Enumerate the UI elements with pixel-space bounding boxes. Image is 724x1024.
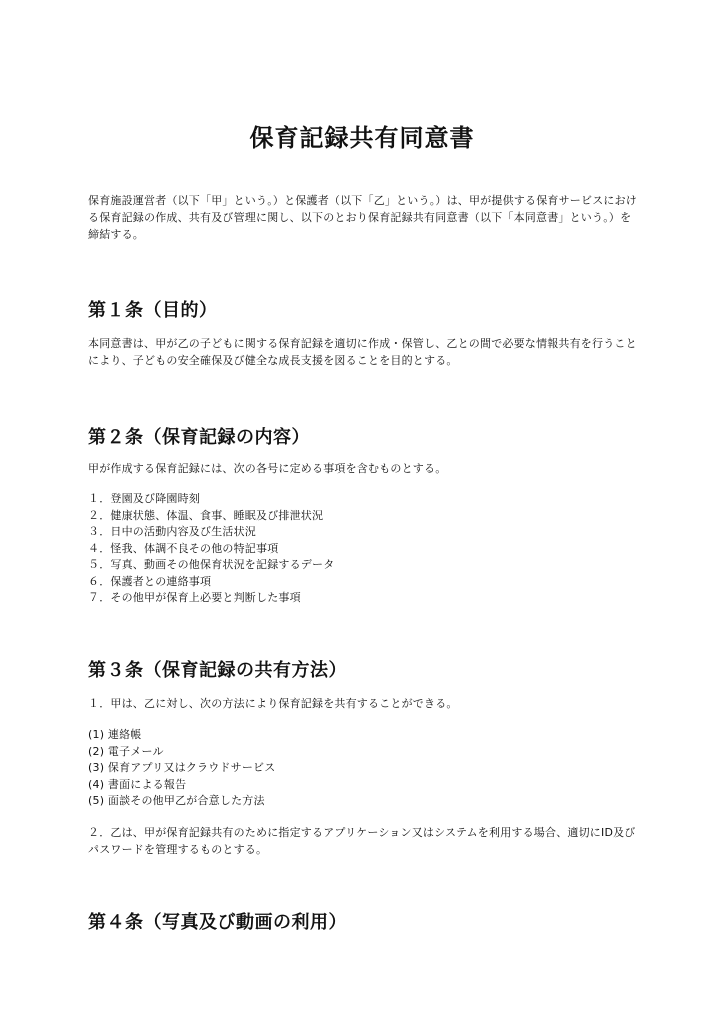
- list-item: ２．健康状態、体温、食事、睡眠及び排泄状況: [88, 508, 324, 522]
- article-3-method-list: [88, 727, 640, 810]
- article-2-item-list: [88, 491, 640, 607]
- list-item: ６．保護者との連絡事項: [88, 574, 212, 588]
- article-2-intro: 甲が作成する保育記録には、次の各号に定める事項を含むものとする。: [88, 462, 447, 475]
- list-item: (3) 保育アプリ又はクラウドサービス: [88, 761, 276, 774]
- list-item: (1) 連絡帳: [88, 728, 142, 741]
- list-item: (5) 面談その他甲乙が合意した方法: [88, 794, 265, 807]
- article-3-clause-1: １．甲は、乙に対し、次の方法により保育記録を共有することができる。: [88, 697, 458, 710]
- list-item: ５．写真、動画その他保育状況を記録するデータ: [88, 558, 335, 571]
- list-item: ７．その他甲が保育上必要と判断した事項: [88, 591, 301, 604]
- list-item: ３．日中の活動内容及び生活状況: [88, 525, 256, 538]
- article-1-heading: 第１条（目的）: [88, 300, 218, 321]
- list-item: １．登園及び降園時刻: [88, 492, 200, 505]
- article-3-clause-2: ２．乙は、甲が保育記録共有のために指定するアプリケーション又はシステムを利用する場合、適切にID及びパスワードを管理するものとする。: [88, 826, 636, 856]
- list-item: ４．怪我、体調不良その他の特記事項: [88, 541, 279, 555]
- list-item: (4) 書面による報告: [88, 777, 187, 791]
- article-3-heading: 第３条（保育記録の共有方法）: [88, 660, 347, 681]
- preamble-paragraph: 保育施設運営者（以下「甲」という。）と保護者（以下「乙」という。）は、甲が提供する保育サービスにおける保育記録の作成、共有及び管理に関し、以下のとおり保育記録共有同意書（以下「本同意書」という。）を締結する。: [88, 194, 637, 241]
- article-2-heading: 第２条（保育記録の内容）: [88, 427, 310, 448]
- document-title: 保育記録共有同意書: [249, 124, 475, 152]
- list-item: (2) 電子メール: [88, 744, 164, 758]
- article-4-heading: 第４条（写真及び動画の利用）: [88, 912, 347, 933]
- article-1-body: 本同意書は、甲が乙の子どもに関する保育記録を適切に作成・保管し、乙との間で必要な情報共有を行うことにより、子どもの安全確保及び健全な成長支援を図ることを目的とする。: [88, 337, 637, 367]
